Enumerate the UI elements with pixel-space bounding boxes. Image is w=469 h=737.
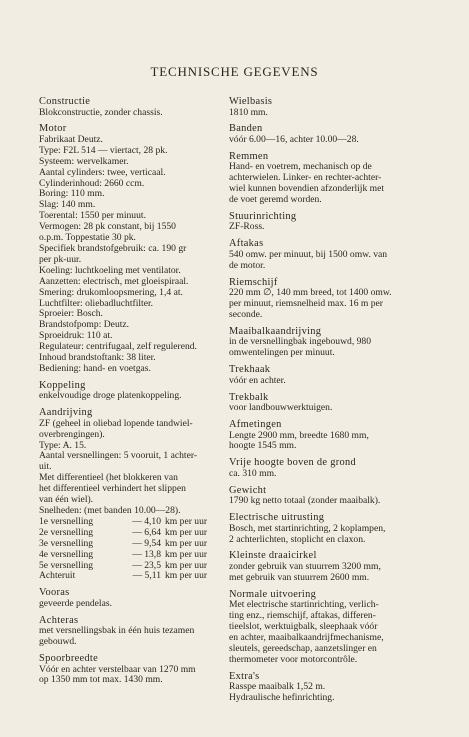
speed-unit: km per uur — [165, 559, 208, 571]
section-body: met versnellingsbak in één huis tezamen gebouwd. — [39, 625, 195, 648]
speed-value: — 6,64 — [132, 526, 161, 538]
section-heading: Remmen — [229, 150, 269, 162]
gear-label: Achteruit — [39, 570, 76, 582]
section-heading: Spoorbreedte — [39, 653, 98, 665]
right-column — [229, 96, 429, 709]
section-heading: Maaibalkaandrijving — [229, 325, 322, 337]
section-heading: Koppeling — [39, 379, 86, 391]
section-heading: Vrije hoogte boven de grond — [229, 457, 356, 469]
section-heading: Wielbasis — [229, 96, 273, 107]
section-body: 1810 mm. — [229, 106, 268, 118]
section-koppeling — [39, 380, 223, 402]
section-body: Hand- en voetrem, mechanisch op de achterwielen. Linker- en rechter-achter- wiel kunnen bovendien afzonderlijk met de voet geremd worden. — [229, 161, 385, 206]
section-heading: Aandrijving — [39, 407, 93, 419]
section-constructie — [39, 96, 223, 118]
section-vooras — [39, 587, 223, 609]
speed-value: — 9,54 — [132, 537, 161, 549]
section-heading: Stuurinrichting — [229, 210, 297, 222]
section-normale-uitvoering — [229, 589, 429, 666]
section-vrije-hoogte — [229, 457, 429, 479]
speed-row — [39, 539, 223, 550]
section-aftakas — [229, 238, 429, 271]
section-aandrijving — [39, 407, 223, 582]
section-heading: Vooras — [39, 587, 70, 599]
section-body: geveerde pendelas. — [39, 597, 112, 609]
section-spoorbreedte — [39, 653, 223, 686]
section-heading: Trekhaak — [229, 364, 271, 376]
section-wielbasis — [229, 96, 429, 118]
speed-value: — 13,8 — [132, 548, 161, 560]
section-heading: Trekbalk — [229, 391, 269, 403]
speed-value: — 4,10 — [132, 515, 161, 527]
section-body: ZF (geheel in oliebad lopende tandwiel- overbrengingen). Type: A. 15. Aantal versnellingen: 5 vooruit, 1 achter- uit. Met differentieel (het blokkeren van het differentieel verhindert het slippen van één wiel). Snelheden: (met banden 10.00—28). — [39, 417, 198, 516]
section-achteras — [39, 615, 223, 648]
gear-label: 2e versnelling — [39, 526, 94, 538]
section-body: ZF-Ross. — [229, 221, 265, 233]
section-gewicht — [229, 485, 429, 507]
section-maaibalkaandrijving — [229, 326, 429, 359]
section-body: in de versnellingbak ingebouwd, 980 omwentelingen per minuut. — [229, 336, 372, 359]
section-body: 220 mm ∅, 140 mm breed, tot 1400 omw. per minuut, riemsnelheid max. 16 m per seconde. — [229, 287, 392, 320]
speed-row — [39, 550, 223, 561]
section-stuurinrichting — [229, 211, 429, 233]
gear-label: 4e versnelling — [39, 548, 94, 560]
section-electrische-uitrusting — [229, 512, 429, 545]
section-body: vóór en achter. — [229, 374, 286, 386]
speed-value: — 5,11 — [132, 570, 161, 582]
speed-table — [39, 517, 223, 582]
section-motor — [39, 123, 223, 374]
section-heading: Banden — [229, 123, 263, 135]
section-heading: Gewicht — [229, 484, 267, 496]
section-body: 540 omw. per minuut, bij 1500 omw. van de motor. — [229, 248, 388, 271]
section-body: ca. 310 mm. — [229, 467, 277, 479]
section-banden — [229, 123, 429, 145]
section-body: enkelvoudige droge platenkoppeling. — [39, 390, 182, 402]
speed-unit: km per uur — [165, 515, 208, 527]
section-body: Rasspe maaibalk 1,52 m. Hydraulische hefinrichting. — [229, 681, 335, 704]
section-body: Vóór en achter verstelbaar van 1270 mm op 1350 mm tot max. 1430 mm. — [39, 663, 196, 686]
section-heading: Extra's — [229, 670, 260, 682]
section-heading: Kleinste draaicirkel — [229, 550, 317, 562]
section-heading: Constructie — [39, 96, 91, 107]
speed-unit: km per uur — [165, 548, 208, 560]
speed-unit: km per uur — [165, 537, 208, 549]
section-heading: Achteras — [39, 614, 79, 626]
page-title: TECHNISCHE GEGEVENS — [150, 64, 319, 79]
speed-unit: km per uur — [165, 526, 208, 538]
section-heading: Electrische uitrusting — [229, 512, 325, 524]
section-heading: Afmetingen — [229, 419, 282, 430]
section-afmetingen — [229, 419, 429, 452]
section-body: voor landbouwwerktuigen. — [229, 402, 333, 414]
left-column — [39, 96, 223, 691]
section-heading: Motor — [39, 123, 67, 135]
section-trekhaak — [229, 364, 429, 386]
section-extras — [229, 671, 429, 704]
section-body: Lengte 2900 mm, breedte 1680 mm, hoogte 1545 mm. — [229, 429, 369, 452]
section-heading: Riemschijf — [229, 276, 278, 288]
section-body: Bosch, met startinrichting, 2 koplampen, 2 achterlichten, stoplicht en claxon. — [229, 522, 386, 545]
section-body: 1790 kg netto totaal (zonder maaibalk). — [229, 495, 381, 507]
section-trekbalk — [229, 392, 429, 414]
speed-value: — 23,5 — [132, 559, 161, 571]
section-heading: Aftakas — [229, 238, 264, 250]
gear-label: 3e versnelling — [39, 537, 94, 549]
section-body: Blokconstructie, zonder chassis. — [39, 106, 163, 118]
gear-label: 5e versnelling — [39, 559, 94, 571]
speed-row — [39, 571, 223, 582]
section-remmen — [229, 151, 429, 206]
section-body: vóór 6.00—16, achter 10.00—28. — [229, 133, 359, 145]
section-body: Met electrische startinrichting, verlich- ting enz., riemschijf, aftakas, differen- tieelslot, werktuigbalk, sleephaak vóór en achter, maaibalkaandrijfmechanisme, sleutels, gereedschap, aanzetslinger en thermometer voor motorcontrôle. — [229, 599, 384, 665]
section-kleinste-draaicirkel — [229, 550, 429, 583]
section-heading: Normale uitvoering — [229, 588, 317, 600]
speed-unit: km per uur — [165, 570, 208, 582]
section-riemschijf — [229, 277, 429, 321]
section-body: zonder gebruik van stuurrem 3200 mm, met gebruik van stuurrem 2600 mm. — [229, 560, 381, 583]
gear-label: 1e versnelling — [39, 515, 94, 527]
section-body: Fabrikaat Deutz. Type: F2L 514 — viertact, 28 pk. Systeem: wervelkamer. Aantal cylinders: twee, verticaal. Cylinderinhoud: 2660 ccm. Boring: 110 mm. Slag: 140 mm. Toerental: 1550 per minuut. Vermogen: 28 pk constant, bij 1550 o.p.m. Toppestatie 30 pk. Specifiek brandstofgebruik: ca. 190 gr per pk-uur. Koeling: luchtkoeling met ventilator. Aanzetten: electrisch, met gloeispiraal. Smering: drukomloopsmering, 1,4 at. Luchtfilter: oliebadluchtfilter. Sproeier: Bosch. Brandstofpomp: Deutz. Sproeidruk: 110 at. Regulateur: centrifugaal, zelf regulerend. Inhoud brandstoftank: 38 liter. Bediening: hand- en voetgas. — [39, 133, 197, 374]
